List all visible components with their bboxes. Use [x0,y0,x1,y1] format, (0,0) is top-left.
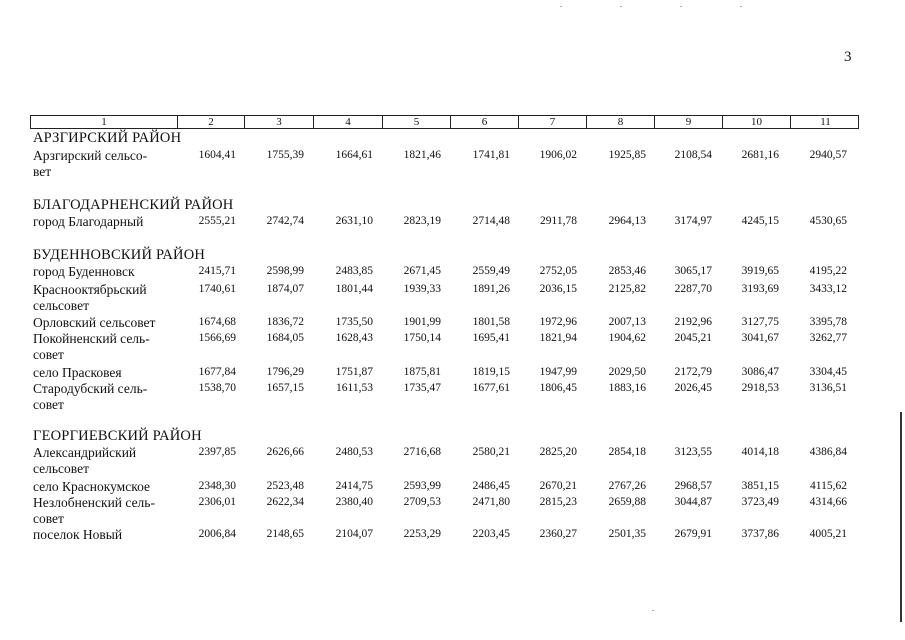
table-row-name [33,527,122,543]
table-cell-col-8: 1925,85 [608,149,646,161]
table-cell-col-7: 2036,15 [539,283,577,295]
table-cell-col-7: 2752,05 [539,265,577,277]
table-cell-col-2: 2397,85 [198,446,236,458]
table-cell-col-4: 2104,07 [335,528,373,540]
row-name-line: Стародубский сель- [33,381,148,396]
table-cell-col-10: 4014,18 [741,446,779,458]
table-cell-col-9: 2045,21 [674,332,712,344]
table-cell-col-4: 2380,40 [335,496,373,508]
table-cell-col-10: 3737,86 [741,528,779,540]
table-cell-col-2: 1566,69 [198,332,236,344]
row-name-line: Краснооктябрьский [33,282,147,297]
table-cell-col-5: 1901,99 [403,316,441,328]
table-cell-col-4: 2480,53 [335,446,373,458]
table-cell-col-6: 1741,81 [472,149,510,161]
table-cell-col-7: 1947,99 [539,366,577,378]
scan-speck [652,610,654,611]
table-cell-col-11: 2940,57 [809,149,847,161]
table-cell-col-4: 1751,87 [335,366,373,378]
table-cell-col-6: 2203,45 [472,528,510,540]
table-cell-col-10: 3127,75 [741,316,779,328]
row-name-line: село Прасковея [33,365,122,380]
table-cell-col-11: 4115,62 [810,480,847,492]
table-cell-col-11: 3262,77 [809,332,847,344]
table-cell-col-3: 1684,05 [266,332,304,344]
table-row-name [33,381,147,413]
table-cell-col-11: 4530,65 [809,215,847,227]
row-name-line: город Благодарный [33,214,144,229]
table-cell-col-7: 1906,02 [539,149,577,161]
table-cell-col-7: 2670,21 [539,480,577,492]
table-cell-col-8: 1904,62 [608,332,646,344]
table-cell-col-5: 2671,45 [403,265,441,277]
table-cell-col-8: 2501,35 [608,528,646,540]
table-row-name [33,282,147,314]
row-name-line: вет [33,164,52,179]
table-cell-col-2: 2306,01 [198,496,236,508]
scan-edge-line [900,412,902,622]
table-cell-col-4: 2414,75 [335,480,373,492]
table-cell-col-8: 1883,16 [608,382,646,394]
table-cell-col-11: 4195,22 [809,265,847,277]
table-cell-col-5: 2593,99 [403,480,441,492]
table-cell-col-5: 2253,29 [403,528,441,540]
table-row-name [33,479,150,495]
table-cell-col-10: 3851,15 [741,480,779,492]
table-cell-col-11: 3136,51 [809,382,847,394]
row-name-line: Александрийский [33,445,137,460]
table-cell-col-2: 2006,84 [198,528,236,540]
table-cell-col-2: 1538,70 [198,382,236,394]
table-cell-col-4: 1611,53 [336,382,373,394]
table-cell-col-8: 2125,82 [608,283,646,295]
table-cell-col-11: 3433,12 [809,283,847,295]
table-cell-col-3: 2148,65 [266,528,304,540]
scan-speck [620,6,622,7]
table-cell-col-4: 2631,10 [335,215,373,227]
table-cell-col-10: 2918,53 [741,382,779,394]
table-cell-col-9: 2172,79 [674,366,712,378]
table-cell-col-8: 2007,13 [608,316,646,328]
row-name-line: Незлобненский сель- [33,495,155,510]
table-cell-col-8: 2029,50 [608,366,646,378]
table-cell-col-9: 2026,45 [674,382,712,394]
table-cell-col-11: 3304,45 [809,366,847,378]
row-name-line: сельсовет [33,461,89,476]
table-cell-col-8: 2964,13 [608,215,646,227]
table-cell-col-6: 2580,21 [472,446,510,458]
table-cell-col-5: 2709,53 [403,496,441,508]
table-cell-col-6: 2559,49 [472,265,510,277]
table-row-name [33,315,155,331]
table-cell-col-7: 1821,94 [539,332,577,344]
table-cell-col-10: 3193,69 [741,283,779,295]
table-cell-col-2: 2415,71 [198,265,236,277]
table-cell-col-2: 1604,41 [198,149,236,161]
table-cell-col-4: 1735,50 [335,316,373,328]
header-cell-5: 5 [382,116,450,128]
table-cell-col-7: 2825,20 [539,446,577,458]
table-cell-col-11: 4314,66 [809,496,847,508]
table-cell-col-7: 1972,96 [539,316,577,328]
table-cell-col-6: 2486,45 [472,480,510,492]
header-cell-11: 11 [790,116,860,128]
table-cell-col-9: 2968,57 [674,480,712,492]
table-row-name [33,365,122,381]
table-cell-col-7: 1806,45 [539,382,577,394]
table-cell-col-2: 1740,61 [198,283,236,295]
table-cell-col-4: 1664,61 [335,149,373,161]
table-cell-col-3: 2742,74 [266,215,304,227]
table-cell-col-9: 2287,70 [674,283,712,295]
header-cell-6: 6 [450,116,518,128]
table-cell-col-3: 2622,34 [266,496,304,508]
table-cell-col-11: 4005,21 [809,528,847,540]
table-cell-col-3: 2626,66 [266,446,304,458]
table-cell-col-2: 1677,84 [198,366,236,378]
table-cell-col-5: 1821,46 [403,149,441,161]
table-row-name [33,264,135,280]
table-cell-col-3: 1796,29 [266,366,304,378]
table-cell-col-6: 1801,58 [472,316,510,328]
table-cell-col-6: 1819,15 [472,366,510,378]
table-cell-col-10: 3041,67 [741,332,779,344]
table-cell-col-10: 3919,65 [741,265,779,277]
table-cell-col-4: 1801,44 [335,283,373,295]
table-cell-col-3: 1874,07 [266,283,304,295]
table-cell-col-10: 2681,16 [741,149,779,161]
row-name-line: совет [33,347,64,362]
table-cell-col-10: 4245,15 [741,215,779,227]
table-cell-col-6: 2471,80 [472,496,510,508]
table-cell-col-7: 2360,27 [539,528,577,540]
table-cell-col-3: 1657,15 [266,382,304,394]
table-cell-col-3: 2598,99 [266,265,304,277]
table-cell-col-5: 2823,19 [403,215,441,227]
table-cell-col-7: 2815,23 [539,496,577,508]
region-heading: ГЕОРГИЕВСКИЙ РАЙОН [33,428,202,444]
table-cell-col-9: 2108,54 [674,149,712,161]
header-cell-4: 4 [313,116,382,128]
table-cell-col-5: 1875,81 [403,366,441,378]
table-cell-col-4: 2483,85 [335,265,373,277]
table-cell-col-6: 1695,41 [472,332,510,344]
table-cell-col-8: 2854,18 [608,446,646,458]
region-heading: БУДЕННОВСКИЙ РАЙОН [33,247,206,263]
header-cell-9: 9 [654,116,722,128]
row-name-line: совет [33,511,64,526]
table-cell-col-7: 2911,78 [540,215,577,227]
table-cell-col-2: 1674,68 [198,316,236,328]
table-cell-col-10: 3723,49 [741,496,779,508]
page-number: 3 [844,49,852,65]
row-name-line: Арзгирский сельсо- [33,148,148,163]
table-row-name [33,148,147,180]
table-row-name [33,214,143,230]
header-cell-10: 10 [722,116,790,128]
table-cell-col-11: 4386,84 [809,446,847,458]
table-cell-col-3: 2523,48 [266,480,304,492]
table-cell-col-9: 3044,87 [674,496,712,508]
table-cell-col-9: 3123,55 [674,446,712,458]
table-header [30,115,859,129]
table-cell-col-3: 1755,39 [266,149,304,161]
table-cell-col-6: 2714,48 [472,215,510,227]
row-name-line: поселок Новый [33,527,123,542]
scan-speck [560,6,562,7]
table-cell-col-5: 2716,68 [403,446,441,458]
table-cell-col-9: 2679,91 [674,528,712,540]
table-cell-col-6: 1677,61 [472,382,510,394]
table-cell-col-9: 2192,96 [674,316,712,328]
scan-speck [740,6,742,7]
table-cell-col-10: 3086,47 [741,366,779,378]
table-cell-col-9: 3174,97 [674,215,712,227]
row-name-line: сельсовет [33,298,89,313]
row-name-line: совет [33,397,64,412]
header-cell-2: 2 [177,116,244,128]
table-cell-col-5: 1735,47 [403,382,441,394]
row-name-line: Орловский сельсовет [33,315,156,330]
table-cell-col-5: 1750,14 [403,332,441,344]
region-heading: БЛАГОДАРНЕНСКИЙ РАЙОН [33,197,234,213]
table-row-name [33,331,150,363]
scan-speck [680,6,682,7]
table-cell-col-8: 2659,88 [608,496,646,508]
header-cell-3: 3 [244,116,313,128]
region-heading: АРЗГИРСКИЙ РАЙОН [33,130,182,146]
table-cell-col-6: 1891,26 [472,283,510,295]
header-cell-8: 8 [586,116,654,128]
table-row-name [33,445,136,477]
table-cell-col-5: 1939,33 [403,283,441,295]
table-cell-col-8: 2853,46 [608,265,646,277]
table-cell-col-4: 1628,43 [335,332,373,344]
table-cell-col-11: 3395,78 [809,316,847,328]
row-name-line: Покойненский сель- [33,331,150,346]
table-cell-col-2: 2348,30 [198,480,236,492]
table-cell-col-3: 1836,72 [266,316,304,328]
table-row-name [33,495,155,527]
row-name-line: город Буденновск [33,264,135,279]
table-cell-col-2: 2555,21 [198,215,236,227]
header-cell-7: 7 [518,116,586,128]
table-cell-col-8: 2767,26 [608,480,646,492]
row-name-line: село Краснокумское [33,479,150,494]
table-cell-col-9: 3065,17 [674,265,712,277]
header-cell-1: 1 [101,116,107,128]
